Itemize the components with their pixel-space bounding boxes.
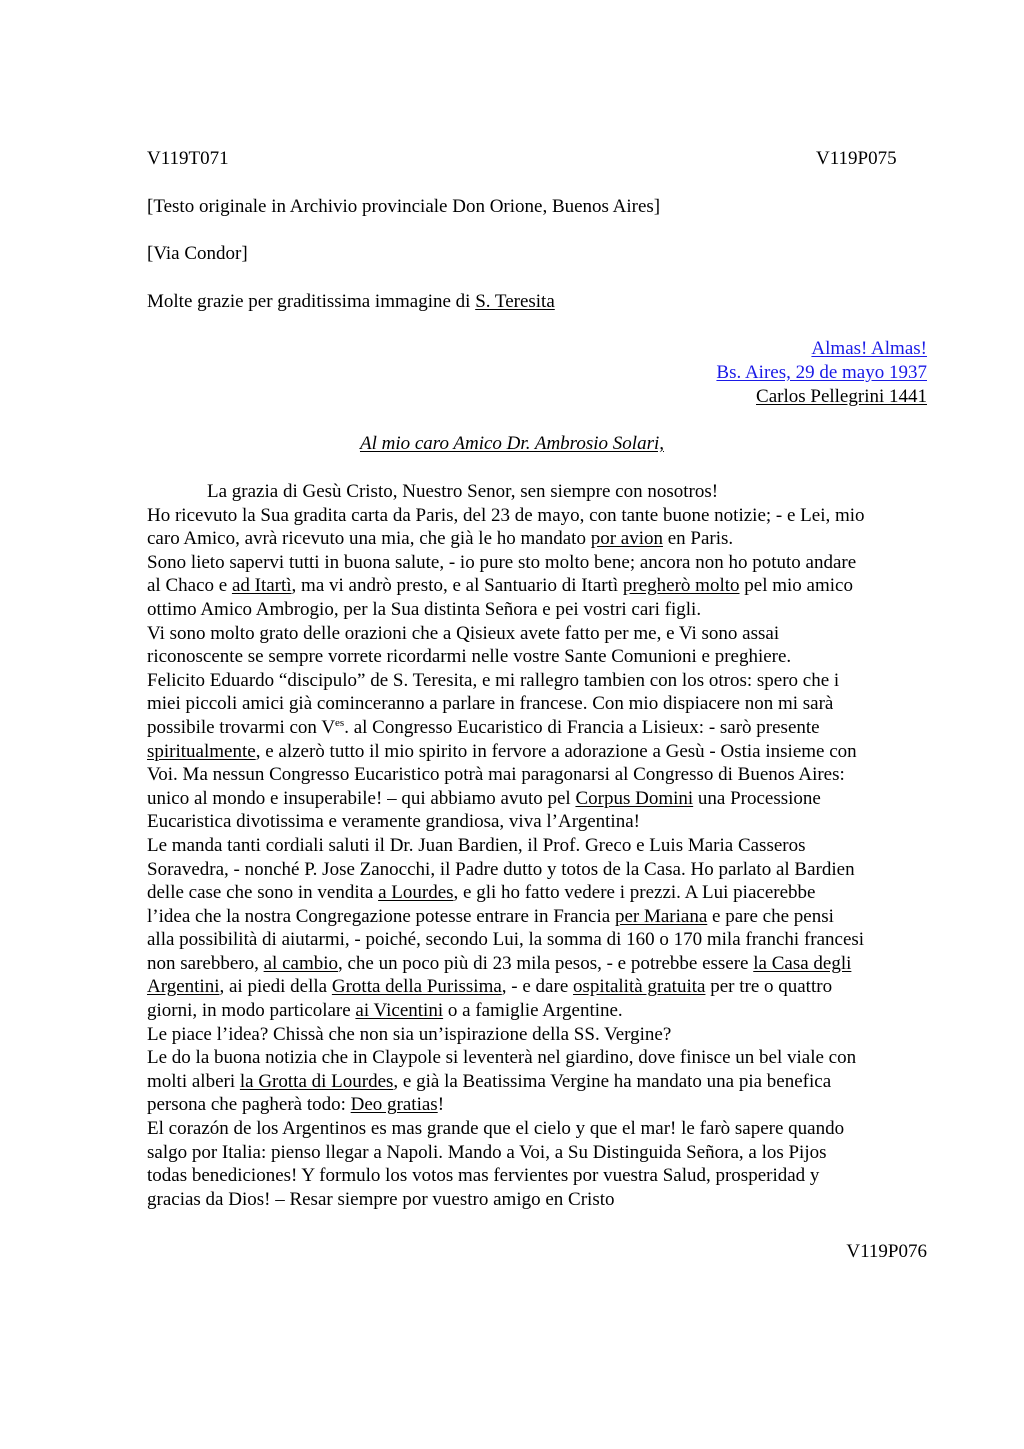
body-line: al Chaco e ad Itartì, ma vi andrò presto, e al Santuario di Itartì pregherò molto pel mio amico xyxy=(147,575,853,597)
body-line: Vi sono molto grato delle orazioni che a Qisieux avete fatto per me, e Vi sono assai xyxy=(147,622,780,644)
dateline-almas[interactable]: Almas! Almas! xyxy=(811,338,927,359)
body-line: persona che pagherà todo: Deo gratias! xyxy=(147,1094,445,1116)
document-code: V119T071 xyxy=(147,148,229,169)
body-line: unico al mondo e insuperabile! – qui abbiamo avuto pel Corpus Domini una Processione xyxy=(147,787,821,809)
salutation: Al mio caro Amico Dr. Ambrosio Solari, xyxy=(359,433,664,454)
body-line: delle case che sono in vendita a Lourdes, e gli ho fatto vedere i prezzi. A Lui piacerebbe xyxy=(147,882,816,904)
body-line: salgo por Italia: pienso llegar a Napoli. Mando a Voi, a Su Distinguida Señora, a los Pijos xyxy=(147,1141,827,1163)
body-line: Le piace l’idea? Chissà che non sia un’ispirazione della SS. Vergine? xyxy=(147,1023,672,1045)
source-note: [Testo originale in Archivio provinciale Don Orione, Buenos Aires] xyxy=(147,196,661,217)
body-line: Argentini, ai piedi della Grotta della Purissima, - e dare ospitalità gratuita per tre o quattro xyxy=(147,976,833,998)
body-line: Sono lieto sapervi tutti in buona salute, - io pure sto molto bene; ancora non ho potuto andare xyxy=(147,551,857,573)
body-line: El corazón de los Argentinos es mas grande que el cielo y que el mar! le farò sapere quando xyxy=(147,1118,845,1140)
body-line: todas benediciones! Y formulo los votos mas fervientes por vuestra Salud, prosperidad y xyxy=(147,1165,820,1187)
page-code: V119P075 xyxy=(816,148,897,169)
body-line: riconoscente se sempre vorrete ricordarmi nelle vostre Sante Comunioni e preghiere. xyxy=(147,646,792,668)
body-line: Le manda tanti cordiali saluti il Dr. Juan Bardien, il Prof. Greco e Luis Maria Casseros xyxy=(147,834,806,856)
body-line: Le do la buona notizia che in Claypole si leventerà nel giardino, dove finisce un bel viale con xyxy=(147,1047,857,1069)
letter-body xyxy=(147,480,947,1211)
body-line: possibile trovarmi con $V^{es}$. al Congresso Eucaristico di Francia a Lisieux: - sarò presente xyxy=(147,716,820,738)
body-line: Ho ricevuto la Sua gradita carta da Paris, del 23 de mayo, con tante buone notizie; - e Lei, mio xyxy=(147,504,865,526)
dateline-date[interactable]: Bs. Aires, 29 de mayo 1937 xyxy=(716,362,927,383)
footer-page-code: V119P076 xyxy=(846,1241,927,1262)
body-line: l’idea che la nostra Congregazione potesse entrare in Francia per Mariana e pare che pensi xyxy=(147,905,834,927)
body-line: caro Amico, avrà ricevuto una mia, che già le ho mandato por avion en Paris. xyxy=(147,528,734,550)
body-line: Soravedra, - nonché P. Jose Zanocchi, il Padre dutto y totos de la Casa. Ho parlato al Bardien xyxy=(147,858,855,880)
body-line: molti alberi la Grotta di Lourdes, e già la Beatissima Vergine ha mandato una pia benefica xyxy=(147,1070,832,1092)
body-line: non sarebbero, al cambio, che un poco più di 23 mila pesos, - e potrebbe essere la Casa degli xyxy=(147,952,852,974)
thanks-text: Molte grazie per graditissima immagine di xyxy=(147,291,476,312)
body-line: alla possibilità di aiutarmi, - poiché, secondo Lui, la somma di 160 o 170 mila franchi francesi xyxy=(147,929,865,951)
body-line: Felicito Eduardo “discipulo” de S. Teresita, e mi rallegro tambien con los otros: spero che i xyxy=(147,669,840,691)
body-line: La grazia di Gesù Cristo, Nuestro Senor, sen siempre con nosotros! xyxy=(207,481,719,502)
body-line: gracias da Dios! – Resar siempre por vuestro amigo en Cristo xyxy=(147,1188,615,1210)
dateline-address: Carlos Pellegrini 1441 xyxy=(756,386,927,407)
body-line: miei piccoli amici già cominceranno a parlare in francese. Con mio dispiacere non mi sarà xyxy=(147,693,834,715)
body-line: giorni, in modo particolare ai Vicentini o a famiglie Argentine. xyxy=(147,1000,623,1022)
teresita-underlined: S. Teresita xyxy=(475,291,555,312)
body-line: ottimo Amico Ambrogio, per la Sua distinta Señora e pei vostri cari figli. xyxy=(147,598,702,620)
body-line: Eucaristica divotissima e veramente grandiosa, viva l’Argentina! xyxy=(147,811,640,833)
via-note: [Via Condor] xyxy=(147,243,248,264)
thanks-line xyxy=(147,290,555,314)
body-line: spiritualmente, e alzerò tutto il mio spirito in fervore a adorazione a Gesù - Ostia insieme con xyxy=(147,740,857,762)
body-line: Voi. Ma nessun Congresso Eucaristico potrà mai paragonarsi al Congresso di Buenos Aires: xyxy=(147,764,845,786)
